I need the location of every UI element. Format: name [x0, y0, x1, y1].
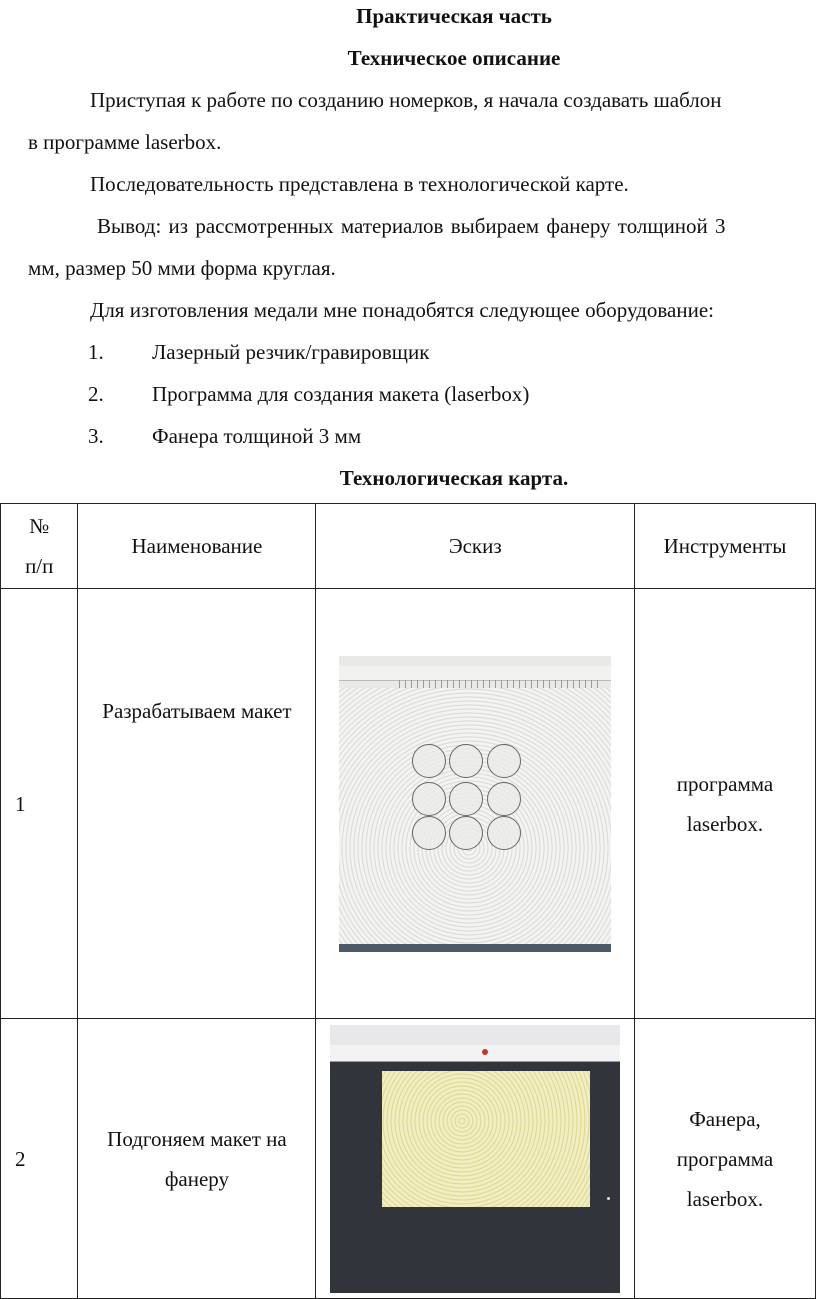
list-item: Лазерный резчик/гравировщик [152, 340, 430, 364]
intro-line-1: Приступая к работе по созданию номерков, я начала создавать шаблон [90, 88, 722, 112]
table-row [1, 1019, 816, 1299]
header-num [1, 504, 78, 589]
row-num: 2 [1, 1019, 78, 1299]
tech-map-table [0, 503, 816, 1299]
sequence-text: Последовательность представлена в технологической карте. [90, 172, 629, 196]
header-name: Наименование [78, 504, 316, 589]
table-title: Технологическая карта. [339, 466, 569, 490]
section-title: Техническое описание [347, 46, 561, 70]
tools-line: программа [676, 1146, 774, 1171]
row-num: 1 [1, 589, 78, 1019]
list-item: Фанера толщиной 3 мм [152, 424, 362, 448]
row-name: Разрабатываем макет [78, 589, 316, 1019]
name-line: фанеру [164, 1166, 230, 1191]
tools-line: laserbox. [686, 1186, 764, 1211]
laserbox-screen-photo-icon [339, 656, 611, 952]
conclusion-line-2: мм, размер 50 мми форма круглая. [28, 256, 336, 280]
table-row [1, 589, 816, 1019]
row-tools [634, 589, 815, 1019]
header-tools: Инструменты [634, 504, 815, 589]
tools-line: программа [676, 771, 774, 796]
tools-line: Фанера, [689, 1106, 761, 1131]
header-num-symbol: № [29, 514, 50, 538]
list-item-number: 1. [88, 340, 104, 364]
row-sketch [316, 589, 635, 1019]
header-sketch: Эскиз [316, 504, 635, 589]
intro-line-2: в программе laserbox. [28, 130, 222, 154]
table-header-row [1, 504, 816, 589]
list-item-number: 3. [88, 424, 104, 448]
name-line: Подгоняем макет на [107, 1126, 287, 1151]
list-item-number: 2. [88, 382, 104, 406]
list-item: Программа для создания макета (laserbox) [152, 382, 530, 406]
row-name [78, 1019, 316, 1299]
tools-line: laserbox. [686, 811, 764, 836]
conclusion-line-1: Вывод: из рассмотренных материалов выбираем фанеру толщиной 3 [97, 214, 726, 238]
page-title: Практическая часть [356, 4, 552, 28]
row-sketch [316, 1019, 635, 1299]
header-num-label: п/п [25, 554, 54, 578]
equipment-intro: Для изготовления медали мне понадобятся следующее оборудование: [90, 298, 714, 322]
row-tools [634, 1019, 815, 1299]
plywood-layout-photo-icon [330, 1025, 620, 1293]
